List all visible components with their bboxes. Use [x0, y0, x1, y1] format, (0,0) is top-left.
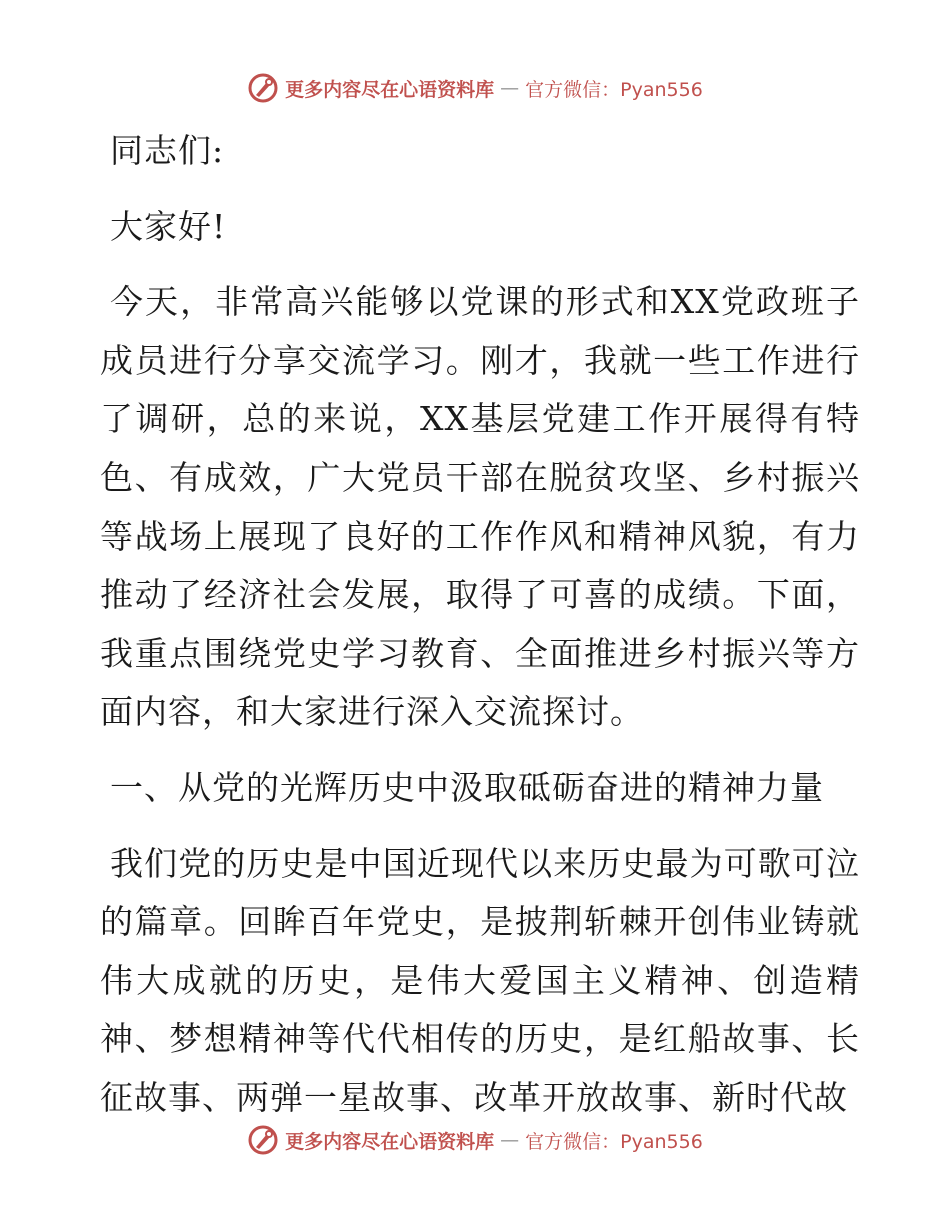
section-text: 我们党的历史是中国近现代以来历史最为可歌可泣的篇章。回眸百年党史，是披荆斩棘开创伟业铸就伟大成就的历史，是伟大爱国主义精神、创造精神、梦想精神等代代相传的历史，是红船故事、长征故事、两弹一星故事、改革开放故事、新时代故 — [100, 843, 860, 1117]
pen-logo-icon — [247, 72, 279, 104]
intro-text: 今天，非常高兴能够以党课的形式和XX党政班子成员进行分享交流学习。刚才，我就一些工作进行了调研，总的来说，XX基层党建工作开展得有特色、有成效，广大党员干部在脱贫攻坚、乡村振兴等战场上展现了良好的工作作风和精神风貌，有力推动了经济社会发展，取得了可喜的成绩。下面，我重点围绕党史学习教育、全面推进乡村振兴等方面内容，和大家进行深入交流探讨。 — [100, 282, 860, 732]
header-watermark — [0, 72, 950, 104]
watermark-main-text: 更多内容尽在心语资料库 — [285, 78, 495, 101]
greeting: 同志们: — [110, 131, 225, 170]
document-body — [100, 122, 860, 1128]
watermark-separator: — — [500, 77, 520, 99]
footer-watermark — [0, 1124, 950, 1156]
watermark-separator: — — [500, 1129, 520, 1151]
watermark-main-text: 更多内容尽在心语资料库 — [285, 1130, 495, 1153]
intro-paragraph — [100, 273, 860, 742]
section-paragraph — [100, 835, 860, 1128]
section-heading: 一、从党的光辉历史中汲取砥砺奋进的精神力量 — [110, 767, 824, 807]
watermark-wechat-text: 官方微信：Pyan556 — [525, 78, 703, 101]
hello-line: 大家好! — [110, 206, 227, 246]
pen-logo-icon — [247, 1124, 279, 1156]
watermark-wechat-text: 官方微信：Pyan556 — [525, 1130, 703, 1153]
